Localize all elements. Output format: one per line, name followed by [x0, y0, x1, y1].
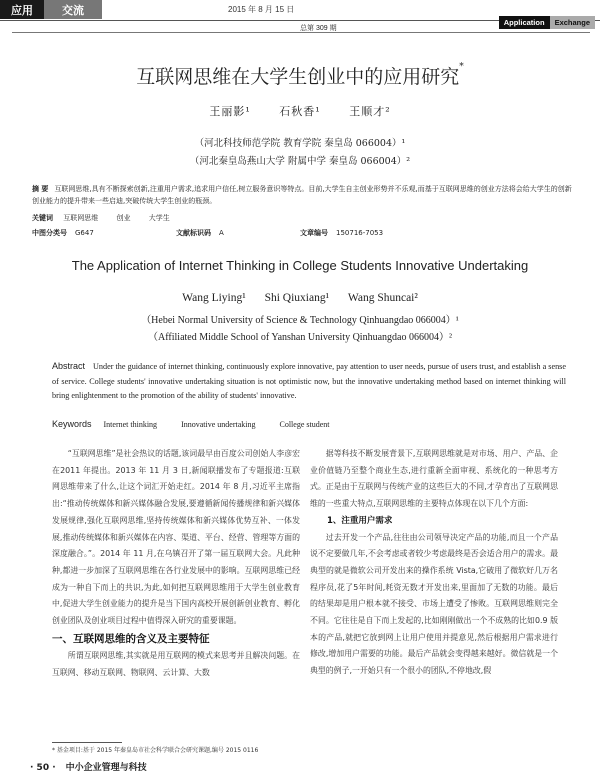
body-column-right	[310, 446, 558, 680]
article-number-label: 文章编号	[300, 229, 328, 237]
journal-name: 中小企业管理与科技	[65, 763, 147, 773]
authors-en	[0, 292, 600, 304]
affiliation-en-2: （Affiliated Middle School of Yanshan University Qinhuangdao 066004）²	[148, 332, 452, 343]
body-paragraph: 据等科技不断发展背景下,互联网思维就是对市场、用户、产品、企业价值链乃至整个商业生态,进行重新全面审视、系统化的一种思考方式。正是由于互联网与传统产业的这些巨大的不同,才孕育出了互联网思维的一些重大特点,互联网思维的主要特点体现在以下几个方面:	[310, 449, 558, 509]
abstract-cn-label: 摘 要	[32, 185, 49, 193]
title-footnote-mark: *	[459, 62, 464, 72]
keywords-cn	[32, 213, 186, 223]
section-heading: 一、互联网思维的含义及主要特征	[52, 632, 210, 645]
author-en: Wang Shuncai²	[347, 292, 418, 304]
article-number-value: 150716-7053	[336, 229, 384, 237]
body-column-left	[52, 446, 300, 682]
header-tag-application: 应用	[0, 0, 44, 19]
keyword-cn: 互联网思维	[63, 214, 99, 222]
doc-code-value: A	[219, 229, 224, 237]
keywords-cn-label: 关键词	[32, 214, 53, 222]
affiliation-cn-1: （河北科技师范学院 教育学院 秦皇岛 066004）¹	[194, 138, 406, 149]
keywords-en-label: Keywords	[52, 419, 92, 429]
clc-value: G647	[75, 229, 94, 237]
keyword-en: College student	[279, 420, 330, 429]
header-rule-2	[12, 32, 590, 33]
author-cn: 石秋香¹	[279, 105, 321, 118]
author-en: Shi Qiuxiang¹	[264, 292, 330, 304]
header-section-tag	[0, 0, 102, 19]
abstract-en	[52, 359, 566, 404]
footnote: * 基金项目:基于 2015 年秦皇岛市社会科学联合会研究课题,编号 2015 0116	[52, 747, 259, 754]
body-paragraph: 所谓互联网思维,其实就是用互联网的模式来思考并且解决问题。在互联网、移动互联网、物联网、云计算、大数	[52, 651, 300, 678]
body-paragraph: 过去开发一个产品,往往由公司领导决定产品的功能,而且一个产品说不定要做几年,不会考虑或者较少考虑最终是否会适合用户的需求。最典型的就是微软公司开发出来的操作系统 Vista,它破用了微软好几万名程序员,花了5年时间,耗资无数才开发出来,里面加了无数的功能。最后的结果却是用户根本就不接受、市场上遭受了惨败。互联网思维则完全不同。它往往是自下而上发起的,比如刚刚做出一个不成熟的比如0.9 版本的产品,就把它放到网上让用户使用并提意见,然后根据用户需求进行修改,增加用户需要的功能。最后产品就会变得越来越好。微信就是一个典型的例子,一开始只有一个很小的团队,不停地改,假	[310, 532, 558, 676]
keyword-cn: 大学生	[148, 214, 170, 222]
header-tag-exchange: 交流	[44, 0, 102, 19]
keyword-en: Innovative undertaking	[181, 420, 256, 429]
affiliation-cn-2: （河北秦皇岛燕山大学 附属中学 秦皇岛 066004）²	[189, 156, 411, 167]
abstract-en-label: Abstract	[52, 361, 86, 371]
title-cn-text: 互联网思维在大学生创业中的应用研究	[136, 66, 460, 88]
article-number	[300, 228, 383, 238]
clc-number	[32, 228, 94, 238]
header-section-en	[499, 16, 595, 29]
page-footer	[30, 760, 147, 773]
keywords-en	[52, 419, 351, 429]
author-cn: 王顺才²	[349, 105, 391, 118]
title-cn	[0, 62, 600, 89]
header-issue: 总第 309 期	[300, 25, 337, 32]
author-cn: 王丽影¹	[209, 105, 251, 118]
header-date: 2015 年 8 月 15 日	[228, 5, 295, 14]
abstract-en-text: Under the guidance of internet thinking, continuously explore innovative, pay attention to user needs, pursue of users trust, and establish a sense of service. College students' innovative undertaking situation is not optimistic now, but the innovative undertaking method based on internet thinking will bring enlightenment to the promotion of the ability of students' innovative.	[52, 362, 566, 400]
keyword-cn: 创业	[116, 214, 131, 222]
page-number: · 50 ·	[30, 763, 56, 773]
doc-code-label: 文献标识码	[176, 229, 211, 237]
author-en: Wang Liying¹	[182, 292, 246, 304]
clc-label: 中图分类号	[32, 229, 67, 237]
footnote-rule	[52, 742, 122, 743]
title-en: The Application of Internet Thinking in College Students Innovative Undertaking	[71, 258, 529, 273]
authors-cn	[0, 103, 600, 119]
header-section-en-2: Exchange	[550, 16, 595, 29]
header-section-en-1: Application	[499, 16, 550, 29]
doc-code	[176, 228, 224, 238]
subsection-heading: 1、注重用户需求	[327, 515, 393, 526]
abstract-cn-text: 互联网思维,具有不断探索创新,注重用户需求,追求用户信任,树立服务意识等特点。目前,大学生自主创业形势并不乐观,而基于互联网思维的创业方法将会给大学生的创新创业能力的提升带来一些启迪,突破传统大学生创业的瓶颈。	[32, 185, 572, 205]
keyword-en: Internet thinking	[103, 420, 158, 429]
abstract-cn	[32, 183, 574, 207]
affiliation-en-1: （Hebei Normal University of Science & Technology Qinhuangdao 066004）¹	[141, 315, 459, 326]
body-paragraph: “互联网思维”是社会热议的话题,该词最早由百度公司创始人李彦宏在2011 年提出。2013 年 11 月 3 日,新闻联播发布了专题报道:互联网思维带来了什么,让这个词汇开始走红。2014 年 8 月,习近平主席指出:“推动传统媒体和新兴媒体融合发展,要遵循新闻传播规律和新兴媒体发展规律,强化互联网思维,坚持传统媒体和新兴媒体优势互补、一体发展,推动传统媒体和新兴媒体在内容、渠道、平台、经营、管理等方面的深度融合。”。2014 年 11 月,在乌镇召开了第一届互联网大会。凡此种种,都进一步加深了互联网思维在各行业发展中的影响。互联网思维已经成为一种自下而上的共识,为此,如何把互联网思维用于大学生创业教育中,促进大学生创业能力的提升是当下国内高校开展创新创业教育、孵化创业团队及创业项目过程中值得深入研究的重要课题。	[52, 449, 300, 626]
